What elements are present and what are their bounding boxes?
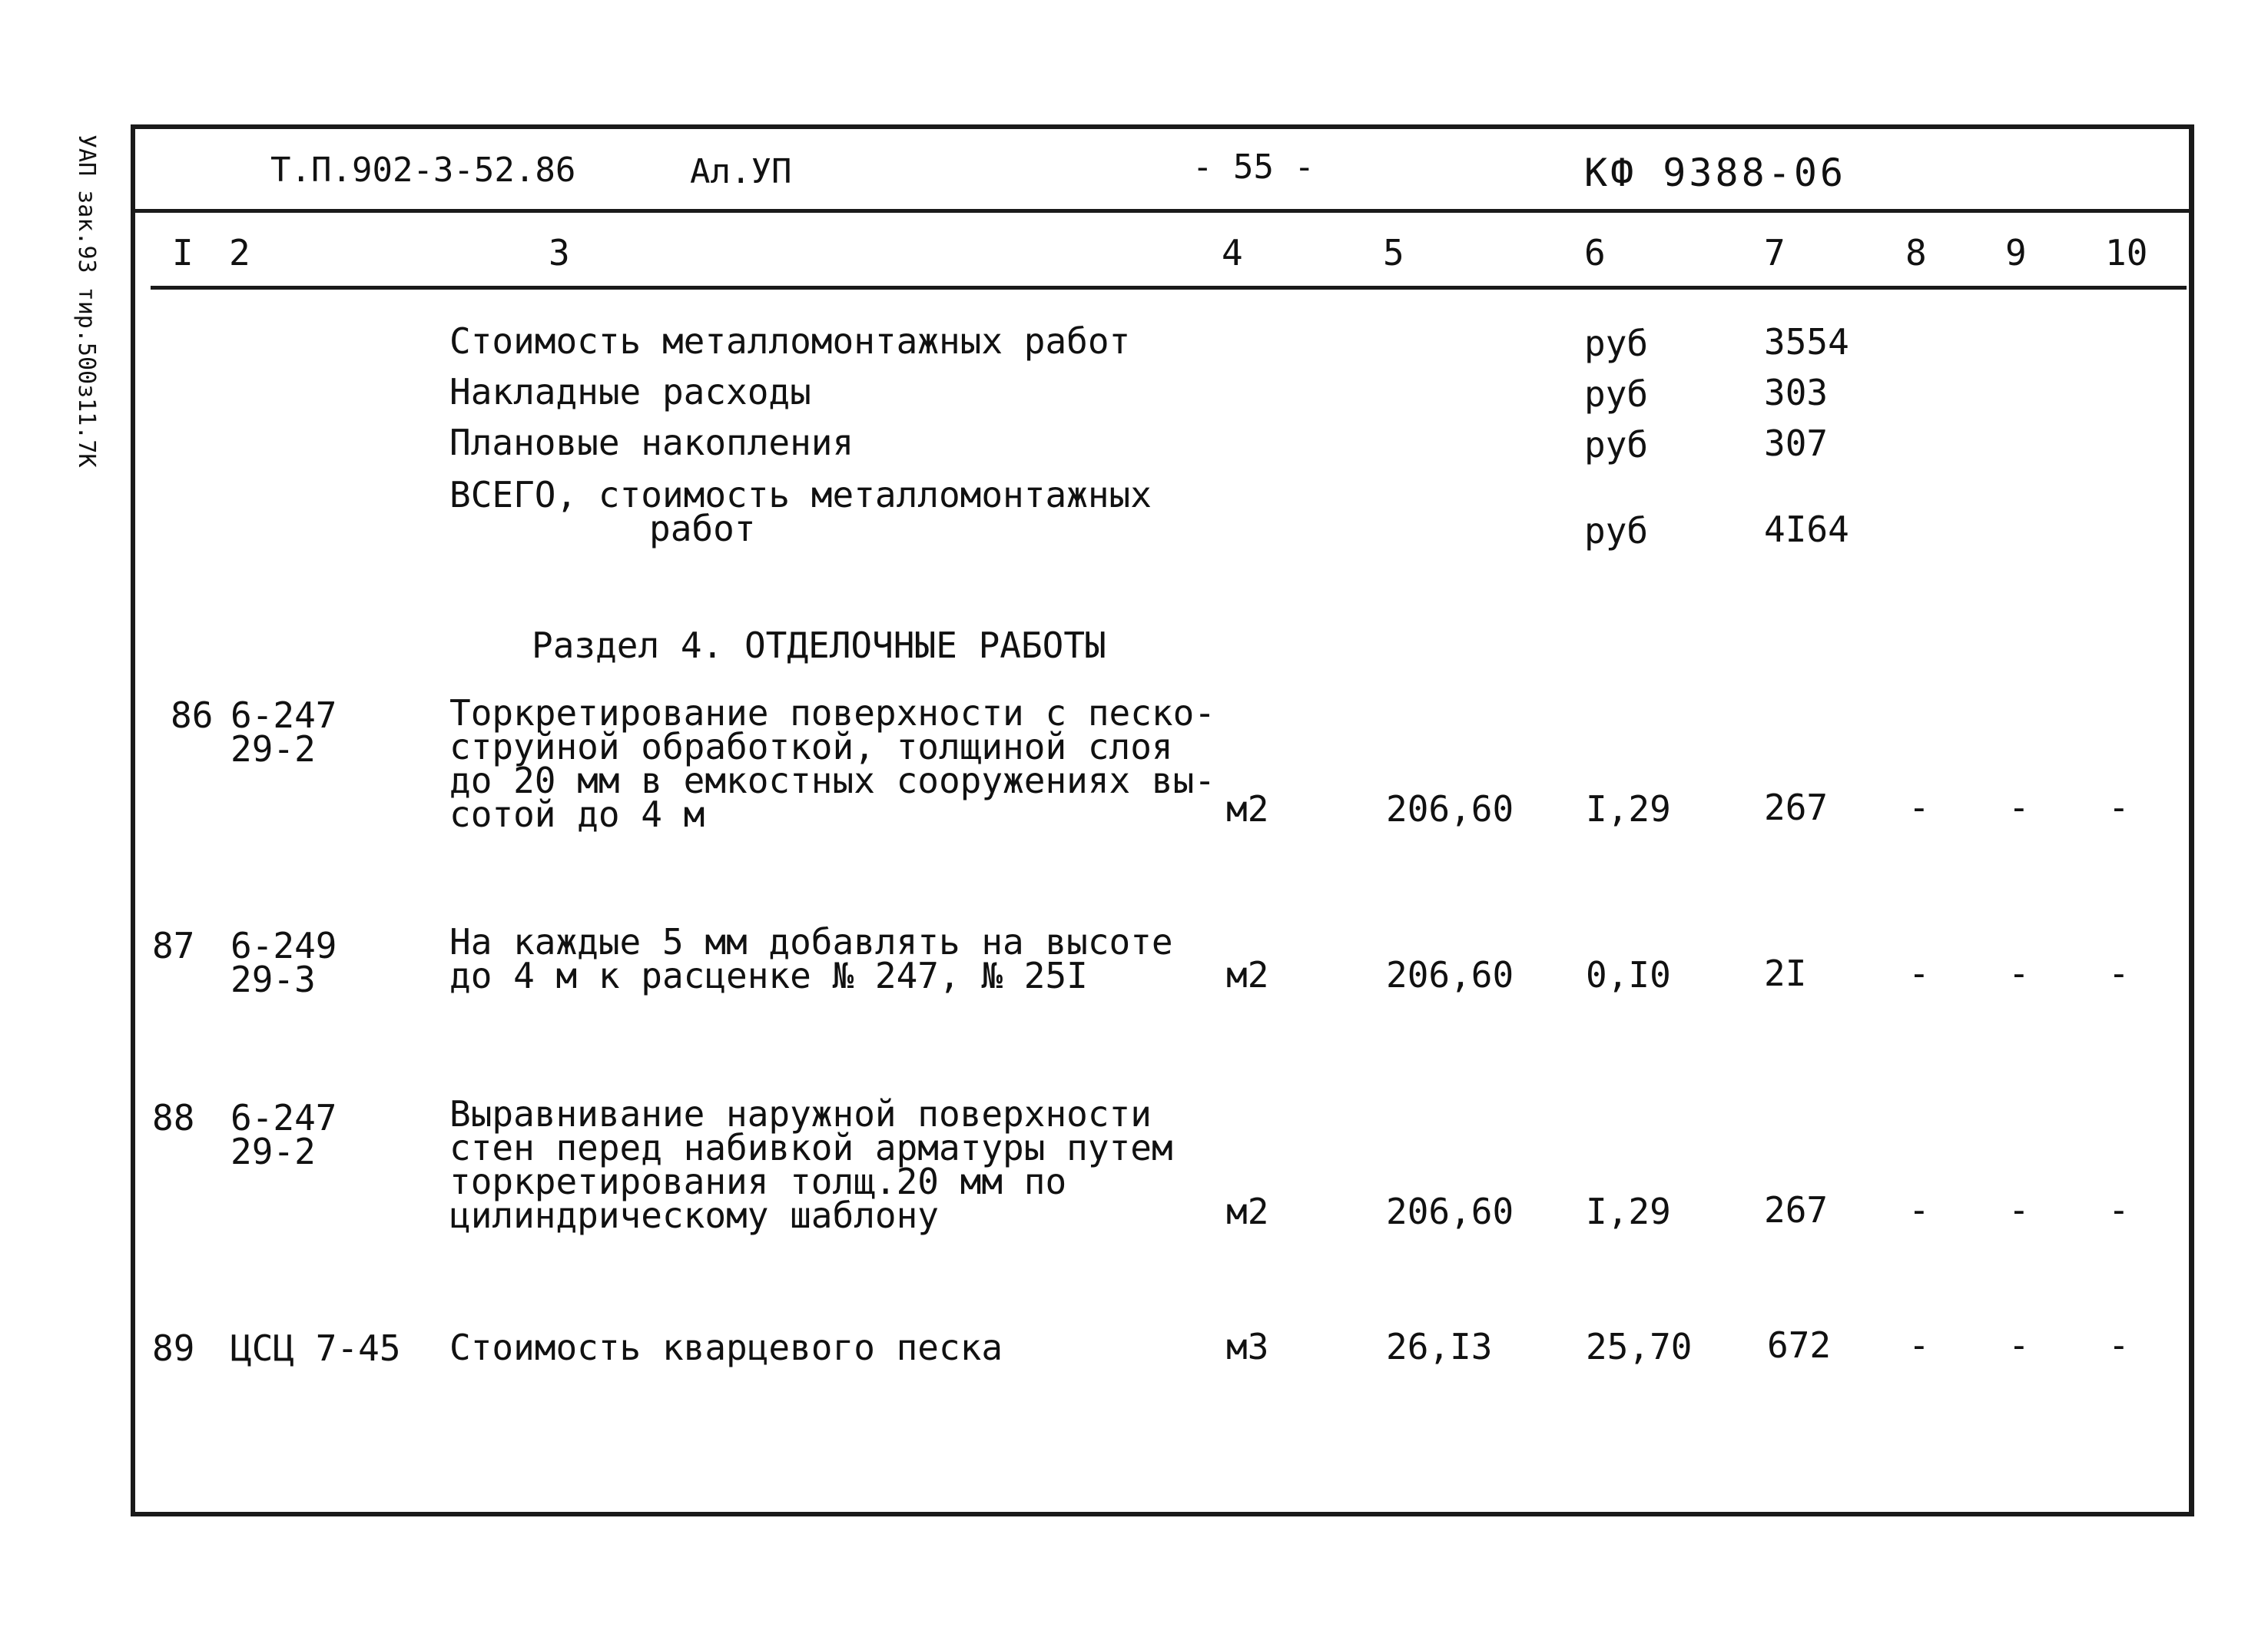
- row-unit: м2: [1226, 788, 1269, 830]
- col-3: 3: [549, 232, 570, 273]
- row-description-line: сотой до 4 м: [449, 794, 705, 835]
- summary-value: 307: [1764, 423, 1829, 464]
- row-description-line: Выравнивание наружной поверхности: [449, 1093, 1152, 1135]
- header-rule: [135, 209, 2190, 213]
- row-description-line: На каждые 5 мм добавлять на высоте: [449, 921, 1173, 963]
- row-col9: -: [2008, 1189, 2030, 1231]
- summary-unit: руб: [1584, 323, 1649, 364]
- row-col8: -: [1908, 787, 1930, 828]
- row-description-line: Торкретирование поверхности с песко-: [449, 692, 1215, 734]
- side-stamp: УАП зак.93 тир.500з11.7К: [73, 134, 100, 468]
- document-code: КФ 9388-06: [1584, 151, 1847, 195]
- row-description-line: Стоимость кварцевого песка: [449, 1327, 1003, 1368]
- col-4: 4: [1222, 232, 1243, 273]
- row-total: 2I: [1764, 953, 1807, 994]
- summary-value: 3554: [1764, 321, 1849, 363]
- row-col10: -: [2108, 1189, 2130, 1231]
- row-total: 672: [1767, 1324, 1832, 1366]
- row-col8: -: [1908, 1189, 1930, 1231]
- row-quantity: 26,I3: [1386, 1326, 1493, 1367]
- row-col10: -: [2108, 953, 2130, 994]
- column-header-rule: [151, 286, 2187, 290]
- col-10: 10: [2105, 232, 2148, 273]
- page-number: - 55 -: [1192, 147, 1315, 187]
- row-code: 6-249: [230, 925, 337, 966]
- row-description-line: струйной обработкой, толщиной слоя: [449, 726, 1173, 767]
- row-code: 6-247: [230, 1097, 337, 1138]
- row-quantity: 206,60: [1386, 954, 1514, 996]
- album-label: Ал.УП: [690, 152, 792, 191]
- summary-label: Стоимость металломонтажных работ: [449, 320, 1131, 362]
- row-description-line: до 4 м к расценке № 247, № 25I: [449, 955, 1088, 996]
- table-frame: [131, 124, 2194, 1516]
- row-description-line: стен перед набивкой арматуры путем: [449, 1127, 1173, 1168]
- col-7: 7: [1764, 232, 1786, 273]
- summary-label: Накладные расходы: [449, 371, 811, 413]
- summary-label: Плановые накопления: [449, 422, 854, 463]
- row-col10: -: [2108, 1324, 2130, 1366]
- row-unit: м2: [1226, 954, 1269, 996]
- row-number: 89: [152, 1327, 195, 1369]
- row-col8: -: [1908, 953, 1930, 994]
- row-unit: м3: [1226, 1326, 1269, 1367]
- summary-total-label: ВСЕГО, стоимость металломонтажных: [449, 474, 1152, 515]
- col-2: 2: [229, 232, 250, 273]
- row-col9: -: [2008, 953, 2030, 994]
- col-1: I: [172, 232, 194, 273]
- row-unit: м2: [1226, 1191, 1269, 1232]
- col-9: 9: [2005, 232, 2027, 273]
- col-5: 5: [1383, 232, 1404, 273]
- row-quantity: 206,60: [1386, 788, 1514, 830]
- summary-total-label-cont: работ: [649, 508, 756, 549]
- row-number: 88: [152, 1097, 195, 1138]
- row-total: 267: [1764, 787, 1829, 828]
- row-number: 87: [152, 925, 195, 966]
- row-description-line: до 20 мм в емкостных сооружениях вы-: [449, 760, 1215, 801]
- col-6: 6: [1584, 232, 1606, 273]
- summary-unit: руб: [1584, 373, 1649, 415]
- row-number: 86: [171, 694, 214, 736]
- row-col9: -: [2008, 1324, 2030, 1366]
- summary-total-value: 4I64: [1764, 509, 1849, 550]
- col-8: 8: [1905, 232, 1927, 273]
- section-title: Раздел 4. ОТДЕЛОЧНЫЕ РАБОТЫ: [532, 625, 1106, 666]
- row-unit-price: 0,I0: [1586, 954, 1671, 996]
- row-code: ЦСЦ 7-45: [230, 1327, 401, 1369]
- row-unit-price: I,29: [1586, 788, 1671, 830]
- row-unit-price: 25,70: [1586, 1326, 1693, 1367]
- row-total: 267: [1764, 1189, 1829, 1231]
- row-col8: -: [1908, 1324, 1930, 1366]
- row-col9: -: [2008, 787, 2030, 828]
- row-col10: -: [2108, 787, 2130, 828]
- summary-unit: руб: [1584, 510, 1649, 552]
- summary-value: 303: [1764, 372, 1829, 413]
- row-description-line: цилиндрическому шаблону: [449, 1195, 939, 1236]
- summary-unit: руб: [1584, 424, 1649, 466]
- row-unit-price: I,29: [1586, 1191, 1671, 1232]
- row-code-sub: 29-3: [230, 959, 316, 1000]
- row-code-sub: 29-2: [230, 728, 316, 770]
- row-code: 6-247: [230, 694, 337, 736]
- project-number: Т.П.902-3-52.86: [270, 151, 576, 190]
- row-code-sub: 29-2: [230, 1131, 316, 1172]
- row-description-line: торкретирования толщ.20 мм по: [449, 1161, 1067, 1202]
- row-quantity: 206,60: [1386, 1191, 1514, 1232]
